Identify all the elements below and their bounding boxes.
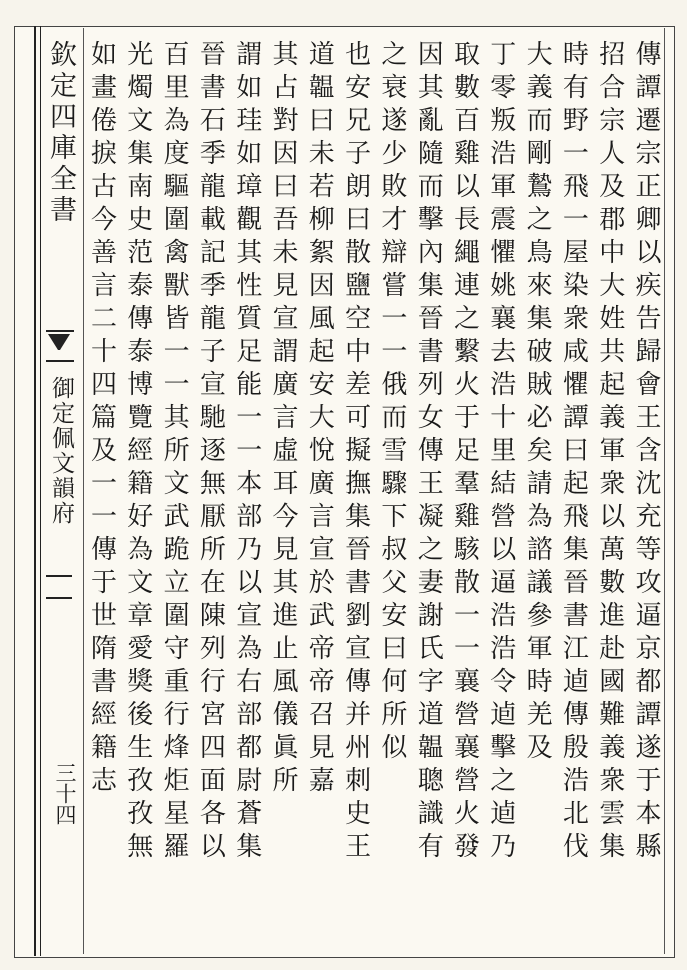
fish-tail-mark-icon xyxy=(46,330,74,362)
text-column: 大義而剛鷙之鳥來集破賊必矣請為諮議參軍時羌及 xyxy=(522,40,553,766)
text-column: 之衰遂少敗才辯嘗一一俄而雪驟下叔父安曰何所似 xyxy=(376,40,407,766)
text-column: 如畫倦捩古今善言二十四篇及一一傳于世隋書經籍志 xyxy=(86,40,117,799)
column-rule xyxy=(83,28,84,954)
text-column: 也安兄子朗曰散鹽空中差可擬撫集晉書劉宣傳并州刺史王 xyxy=(340,40,371,865)
page-number: 三十四 xyxy=(53,762,77,825)
margin-strip xyxy=(40,40,80,950)
text-column: 謂如珪如璋觀其性質足能一一本部乃以宣為右部都尉蒼集 xyxy=(231,40,262,865)
text-column: 其占對因曰吾未見宣謂廣言虛耳今見其進止風儀眞所 xyxy=(267,40,298,799)
text-column: 招合宗人及郡中大姓共起義軍衆以萬數進赴國難義衆雲集 xyxy=(594,40,625,865)
text-column: 百里為度驅圍禽獸皆一一其所文武跪立圍守重行烽炬星羅 xyxy=(159,40,190,865)
text-column: 取數百雞以長繩連之繫火于足羣雞駭散一一襄營襄營火發 xyxy=(449,40,480,865)
text-column: 道韞曰未若柳絮因風起安大悅廣言宣於武帝帝召見嘉 xyxy=(304,40,335,799)
text-column: 丁零叛浩軍震懼姚襄去浩十里結營以逼浩浩令逌擊之逌乃 xyxy=(485,40,516,865)
book-title: 欽定四庫全書 xyxy=(45,40,76,226)
text-column: 因其亂隨而擊內集晉書列女傳王凝之妻謝氏字道韞聰識有 xyxy=(413,40,444,865)
text-column: 傳譚遷宗正卿以疾告歸會王含沈充等攻逼京都譚遂于本縣 xyxy=(630,40,661,865)
text-column: 光燭文集南史范泰傳泰博覽經籍好為文章愛獎後生孜孜無 xyxy=(122,40,153,865)
column-rule xyxy=(664,28,665,954)
text-column: 晉書石季龍載記季龍子宣馳逐無厭所在陳列行宮四面各以 xyxy=(195,40,226,865)
section-mark-icon xyxy=(46,575,72,599)
volume-title: 御定佩文韻府 xyxy=(48,376,74,526)
text-column: 時有野一飛一屋染衆咸懼譚曰起飛集晉書江逌傳殷浩北伐 xyxy=(558,40,589,865)
